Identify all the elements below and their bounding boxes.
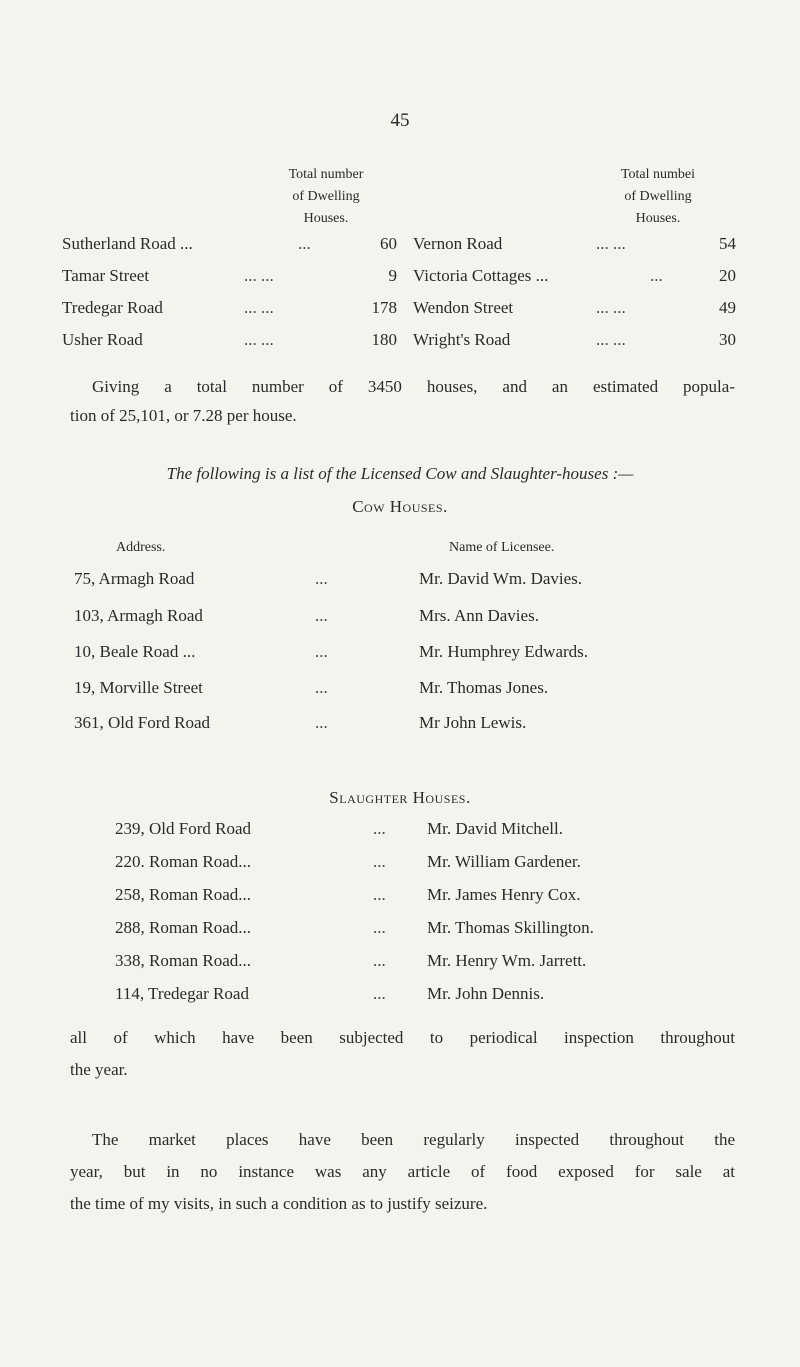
dwelling-header-right-line: of Dwelling: [624, 189, 692, 204]
address: 10, Beale Road ...: [74, 642, 196, 661]
dwelling-count: 54: [719, 234, 736, 253]
address: 361, Old Ford Road: [74, 713, 210, 732]
cow-house-row: [74, 674, 754, 702]
licensee-column-header: Name of Licensee.: [449, 540, 555, 555]
address: 220. Roman Road...: [115, 852, 251, 871]
leader-dots: ...: [315, 713, 328, 732]
dwelling-header-right-line: Total numbei: [620, 167, 696, 182]
leader-dots: ... ...: [244, 298, 274, 317]
slaughter-house-row: [115, 815, 765, 843]
licensee-name: Mr. John Dennis.: [427, 984, 545, 1003]
address: 75, Armagh Road: [74, 569, 195, 588]
inspection-line: the year.: [70, 1060, 128, 1079]
licensee-name: Mr. David Mitchell.: [427, 819, 563, 838]
leader-dots: ... ...: [244, 266, 274, 285]
leader-dots: ... ...: [596, 234, 626, 253]
dwelling-row: [62, 231, 397, 257]
leader-dots: ...: [373, 951, 386, 970]
summary-line: tion of 25,101, or 7.28 per house.: [70, 406, 297, 425]
leader-dots: ...: [373, 984, 386, 1003]
licensee-name: Mrs. Ann Davies.: [419, 606, 539, 625]
leader-dots: ...: [373, 918, 386, 937]
cow-house-row: [74, 709, 754, 737]
dwelling-header-left: [256, 164, 396, 230]
leader-dots: ...: [315, 642, 328, 661]
leader-dots: ...: [650, 266, 663, 285]
leader-dots: ...: [373, 819, 386, 838]
street-name: Tredegar Road: [62, 298, 163, 317]
licensee-name: Mr. James Henry Cox.: [427, 885, 581, 904]
summary-paragraph: [70, 372, 735, 430]
cow-house-row: [74, 638, 754, 666]
dwelling-header-right-line: Houses.: [635, 211, 681, 226]
slaughter-house-row: [115, 947, 765, 975]
dwelling-count: 49: [719, 298, 736, 317]
leader-dots: ...: [373, 852, 386, 871]
slaughter-house-row: [115, 914, 765, 942]
street-name: Tamar Street: [62, 266, 150, 285]
leader-dots: ... ...: [244, 330, 274, 349]
leader-dots: ...: [298, 234, 311, 253]
cow-house-row: [74, 602, 754, 630]
slaughter-house-row: [115, 980, 765, 1008]
licensee-name: Mr John Lewis.: [419, 713, 527, 732]
licensee-name: Mr. William Gardener.: [427, 852, 581, 871]
address: 114, Tredegar Road: [115, 984, 249, 1003]
dwelling-count: 60: [380, 234, 397, 253]
list-intro: The following is a list of the Licensed Cow and Slaughter-houses :—: [166, 464, 634, 483]
market-paragraph: [70, 1124, 735, 1220]
leader-dots: ...: [315, 678, 328, 697]
dwelling-header-right: [588, 164, 728, 230]
address: 239, Old Ford Road: [115, 819, 251, 838]
licensee-name: Mr. Henry Wm. Jarrett.: [427, 951, 587, 970]
leader-dots: ...: [315, 569, 328, 588]
address-column-header: Address.: [116, 540, 166, 555]
leader-dots: ...: [373, 885, 386, 904]
inspection-paragraph: [70, 1022, 735, 1086]
leader-dots: ... ...: [596, 330, 626, 349]
address: 258, Roman Road...: [115, 885, 251, 904]
dwelling-row: [413, 263, 736, 289]
market-line: year, but in no instance was any article of food exposed for sale at: [70, 1162, 735, 1181]
street-name: Sutherland Road ...: [62, 234, 193, 253]
street-name: Usher Road: [62, 330, 143, 349]
street-name: Wright's Road: [413, 330, 511, 349]
licensee-name: Mr. Humphrey Edwards.: [419, 642, 589, 661]
leader-dots: ...: [315, 606, 328, 625]
slaughter-houses-title: Slaughter Houses.: [329, 788, 471, 807]
street-name: Wendon Street: [413, 298, 514, 317]
address: 103, Armagh Road: [74, 606, 203, 625]
dwelling-row: [413, 327, 736, 353]
dwelling-row: [413, 231, 736, 257]
dwelling-row: [62, 295, 397, 321]
market-line: The market places have been regularly inspected throughout the: [92, 1130, 735, 1149]
street-name: Vernon Road: [413, 234, 503, 253]
dwelling-count: 178: [371, 298, 397, 317]
cow-house-row: [74, 565, 754, 593]
market-line: the time of my visits, in such a condition as to justify seizure.: [70, 1194, 488, 1213]
licensee-name: Mr. David Wm. Davies.: [419, 569, 583, 588]
dwelling-count: 180: [371, 330, 397, 349]
dwelling-header-left-line: Houses.: [303, 211, 349, 226]
leader-dots: ... ...: [596, 298, 626, 317]
cow-houses-title: Cow Houses.: [352, 497, 448, 516]
dwelling-header-left-line: of Dwelling: [292, 189, 360, 204]
licensee-name: Mr. Thomas Jones.: [419, 678, 549, 697]
dwelling-count: 20: [719, 266, 736, 285]
slaughter-house-row: [115, 881, 765, 909]
dwelling-header-left-line: Total number: [288, 167, 364, 182]
dwelling-row: [413, 295, 736, 321]
summary-line: Giving a total number of 3450 houses, and an estimated popula-: [92, 377, 735, 396]
dwelling-row: [62, 327, 397, 353]
street-name: Victoria Cottages ...: [413, 266, 549, 285]
slaughter-house-row: [115, 848, 765, 876]
address: 288, Roman Road...: [115, 918, 251, 937]
page-number: 45: [390, 110, 410, 131]
dwelling-count: 9: [388, 266, 397, 285]
address: 338, Roman Road...: [115, 951, 251, 970]
address: 19, Morville Street: [74, 678, 203, 697]
dwelling-count: 30: [719, 330, 736, 349]
licensee-name: Mr. Thomas Skillington.: [427, 918, 594, 937]
inspection-line: all of which have been subjected to periodical inspection throughout: [70, 1028, 735, 1047]
dwelling-row: [62, 263, 397, 289]
